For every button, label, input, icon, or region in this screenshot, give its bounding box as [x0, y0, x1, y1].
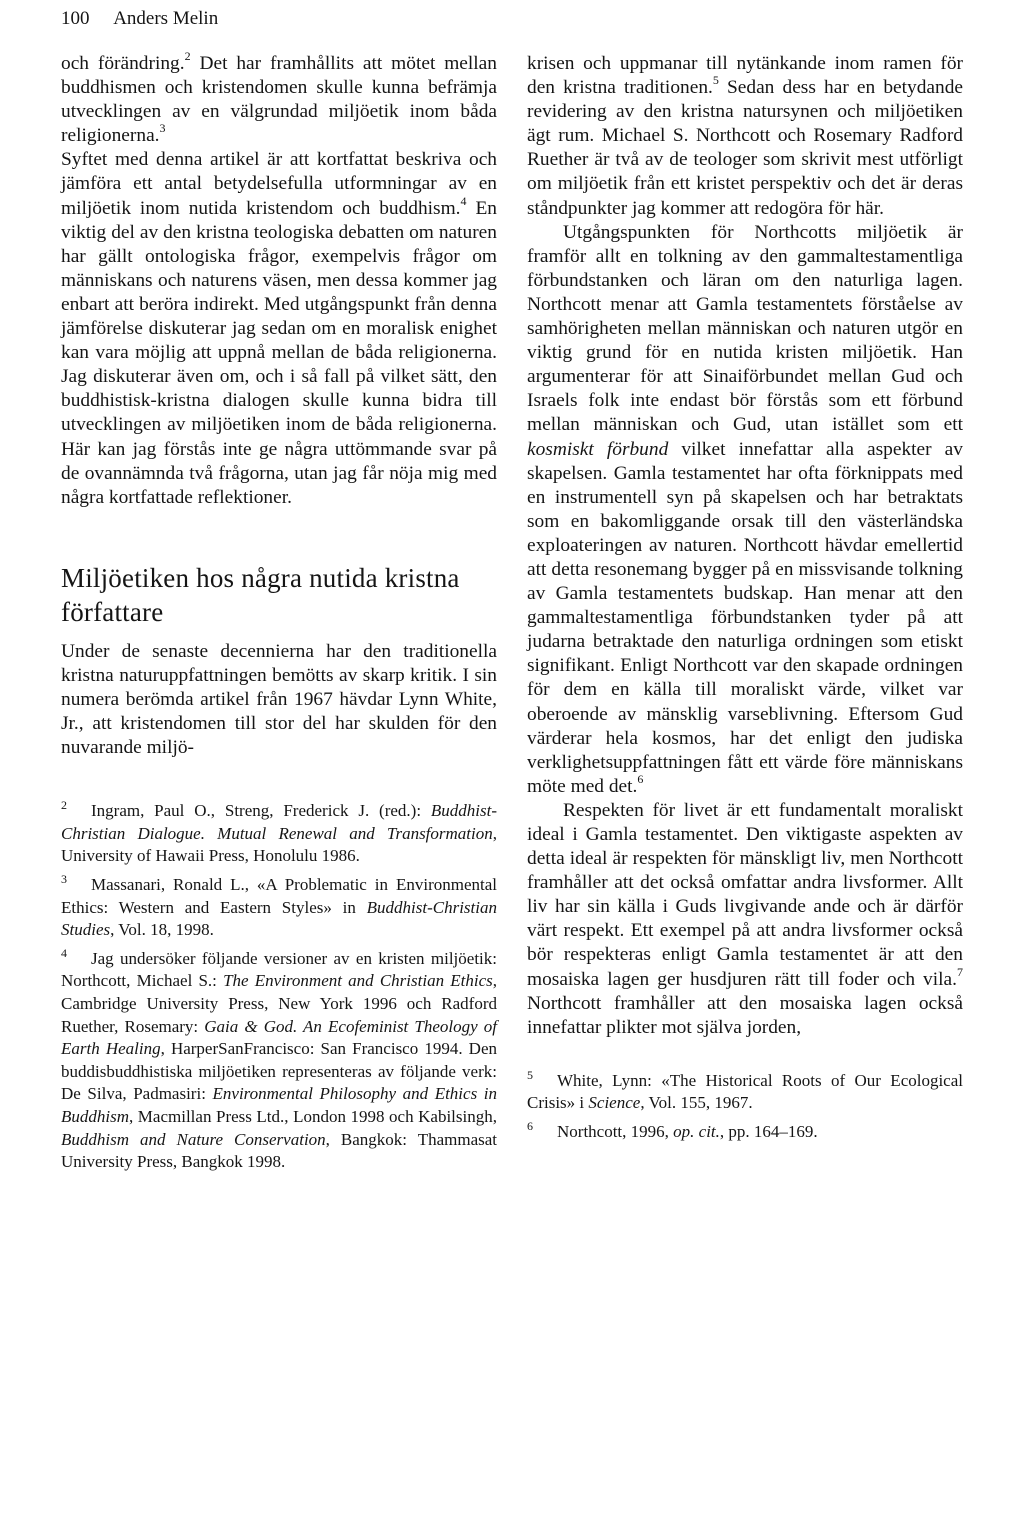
- footnote-6: 6 Northcott, 1996, op. cit., pp. 164–169.: [527, 1119, 818, 1142]
- footnote-4: 4 Jag undersöker följande versioner av en kristen miljöetik: Northcott, Michael S.: The Environment and Christian Ethics, Cambridge University Press, New York 1996 och Radford Ruether, Rosemary: Gaia & God. An Ecofeminist Theology of Earth Healing, HarperSanFrancisco: San Francisco 1994. Den buddisbuddhistiska miljöetiken representeras av följande verk: De Silva, Padmasiri: Environmental Philosophy and Ethics in Buddhism, Macmillan Press Ltd., London 1998 och Kabilsingh, Buddhism and Nature Conservation, Bangkok: Thammasat University Press, Bangkok 1998.: [61, 945, 498, 1172]
- footnote-ref: 2: [184, 49, 191, 63]
- running-head: [61, 6, 218, 32]
- paragraph: Utgångspunkten för Northcotts miljöetik är framför allt en tolkning av den gammaltestamentliga förbundstanken och läran om den naturliga lagen. Northcott menar att Gamla testamentets förståelse av samhörigheten mellan människan och naturen utgör en viktig grund för en nutida kristen miljöetik. Han argumenterar för att Sinaiförbundet mellan Gud och Israels folk inte endast bör förstås som ett förbund mellan människan och Gud, utan istället som ett kosmiskt förbund vilket innefattar alla aspekter av skapelsen. Gamla testamentet har ofta förknippats med en instrumentell syn på skapelsen och har betraktats som en bakomliggande orsak till den västerländska exploateringen av naturen. Northcott hävdar emellertid att detta resonemang bygger på en missvisande tolkning av Gamla testamentets budskap. Han menar att den gammaltestamentliga förbundstanken tyder på att judarna betraktade den naturliga ordningen som etiskt signifikant. Enligt Northcott var den skapade ordningen för dem en källa till moraliskt värde, vilket var oberoende av mänsklig varseblivning. Eftersom Gud värderar hela kosmos, har det enligt den judiska verklighetsuppfattningen fått ett värde före människans möte med det.$^6$: [527, 221, 963, 797]
- footnote-ref: 3: [159, 121, 166, 136]
- paragraph: Syftet med denna artikel är att kortfattat beskriva och jämföra ett antal betydelsefulla utformningar av en miljöetik inom nutida kristendom och buddhism.$^4$ En viktig del av den kristna teologiska debatten om naturen har gällt ontologiska frågor, exempelvis frågor om människans och naturens väsen, men dessa kommer jag enbart att beröra indirekt. Med utgångspunkt från denna jämförelse diskuterar jag sedan om en moralisk enighet kan vara möjlig att uppnå mellan de båda religionerna. Jag diskuterar även om, och i så fall på vilket sätt, den buddhistisk-kristna dialogen skulle kunna bidra till utvecklingen av miljöetiken inom de båda religionerna. Här kan jag förstås inte ge några uttömmande svar på de ovannämnda två frågorna, utan jag får nöja mig med några kortfattade reflektioner.: [61, 149, 498, 508]
- footnote-2: 2 Ingram, Paul O., Streng, Frederick J. (red.): Buddhist-Christian Dialogue. Mutual Renewal and Transformation, University of Hawaii Press, Honolulu 1986.: [61, 798, 497, 866]
- footnote-ref: 4: [460, 193, 467, 208]
- section-heading: Miljöetiken hos några nutida kristna författare: [61, 562, 460, 627]
- left-column: [61, 49, 498, 1174]
- footnotes: [527, 1064, 963, 1144]
- footnote-ref: 5: [712, 73, 719, 88]
- paragraph: och förändring.$^2$ Det har framhållits att mötet mellan buddhismen och kristendomen skulle kunna befrämja utvecklingen av en välgrundad miljöetik inom båda religionerna.$^3$: [61, 49, 497, 147]
- footnote-ref: 6: [637, 771, 644, 786]
- paragraph: Under de senaste decennierna har den traditionella kristna naturuppfattningen bemötts av skarp kritik. I sin numera berömda artikel från 1967 hävdar Lynn White, Jr., att kristendomen till stor del har skulden för den nuvarande miljö-: [61, 640, 497, 759]
- right-column: [527, 52, 963, 1144]
- footnotes: [61, 794, 497, 1174]
- footnote-ref: 7: [957, 964, 963, 979]
- author-name: Anders Melin: [113, 8, 219, 29]
- footnote-5: 5 White, Lynn: «The Historical Roots of Our Ecological Crisis» i Science, Vol. 155, 1967.: [527, 1067, 963, 1113]
- paragraph: Respekten för livet är ett fundamentalt moraliskt ideal i Gamla testamentet. Den viktigaste aspekten av detta ideal är respekten för mänskligt liv, men Northcott framhåller att det också omfattar andra livsformer. Allt liv har sin källa i Guds livgivande ande och är därför värt respekt. Ett exempel på att andra livsformer också bör respekteras enligt Gamla testamentet är att den mosaiska lagen ger husdjuren rätt till foder och vila.$^7$ Northcott framhåller att den mosaiska lagen också innefattar plikter mot själva jorden,: [527, 799, 963, 1038]
- footnote-3: 3 Massanari, Ronald L., «A Problematic in Environmental Ethics: Western and Eastern Styles» in Buddhist-Christian Studies, Vol. 18, 1998.: [61, 872, 497, 940]
- paragraph: krisen och uppmanar till nytänkande inom ramen för den kristna traditionen.$^5$ Sedan dess har en betydande revidering av den kristna natursynen och miljöetiken ägt rum. Michael S. Northcott och Rosemary Radford Ruether är två av de teologer som skrivit mest utförligt om miljöetik från ett kristet perspektiv och det är deras ståndpunkter jag kommer att redogöra för här.: [527, 53, 964, 219]
- page-number: 100: [61, 8, 90, 29]
